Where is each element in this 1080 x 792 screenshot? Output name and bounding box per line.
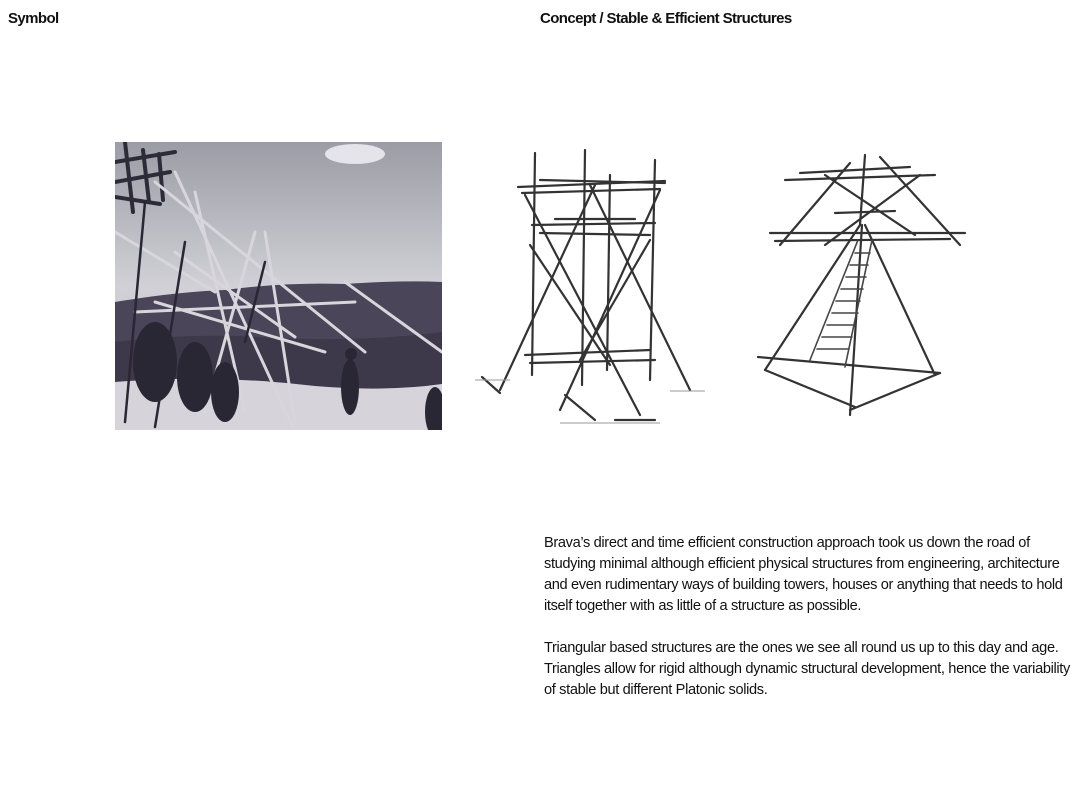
vintage-photo: [115, 142, 442, 430]
concept-description: [544, 533, 1076, 722]
paragraph-triangular-structures: Triangular based structures are the ones we see all round us up to this day and age. Triangles allow for rigid although dynamic structural development, hence the variability of stable but different Platonic solids.: [544, 640, 1070, 698]
section-label-symbol: Symbol: [8, 10, 59, 27]
sketch-tower: [470, 145, 710, 430]
pyramid-sketch-illustration: [750, 145, 970, 425]
tower-sketch-illustration: [470, 145, 710, 430]
paragraph-construction-approach: Brava’s direct and time efficient construction approach took us down the road of studying minimal although efficient physical structures from engineering, architecture and even rudimentary ways of building towers, houses or anything that needs to hold itself together with as little of a structure as possible.: [544, 535, 1063, 614]
sketch-pyramid-tower: [750, 145, 970, 425]
section-label-concept: Concept / Stable & Efficient Structures: [540, 10, 792, 27]
vintage-photo-illustration: [115, 142, 442, 430]
